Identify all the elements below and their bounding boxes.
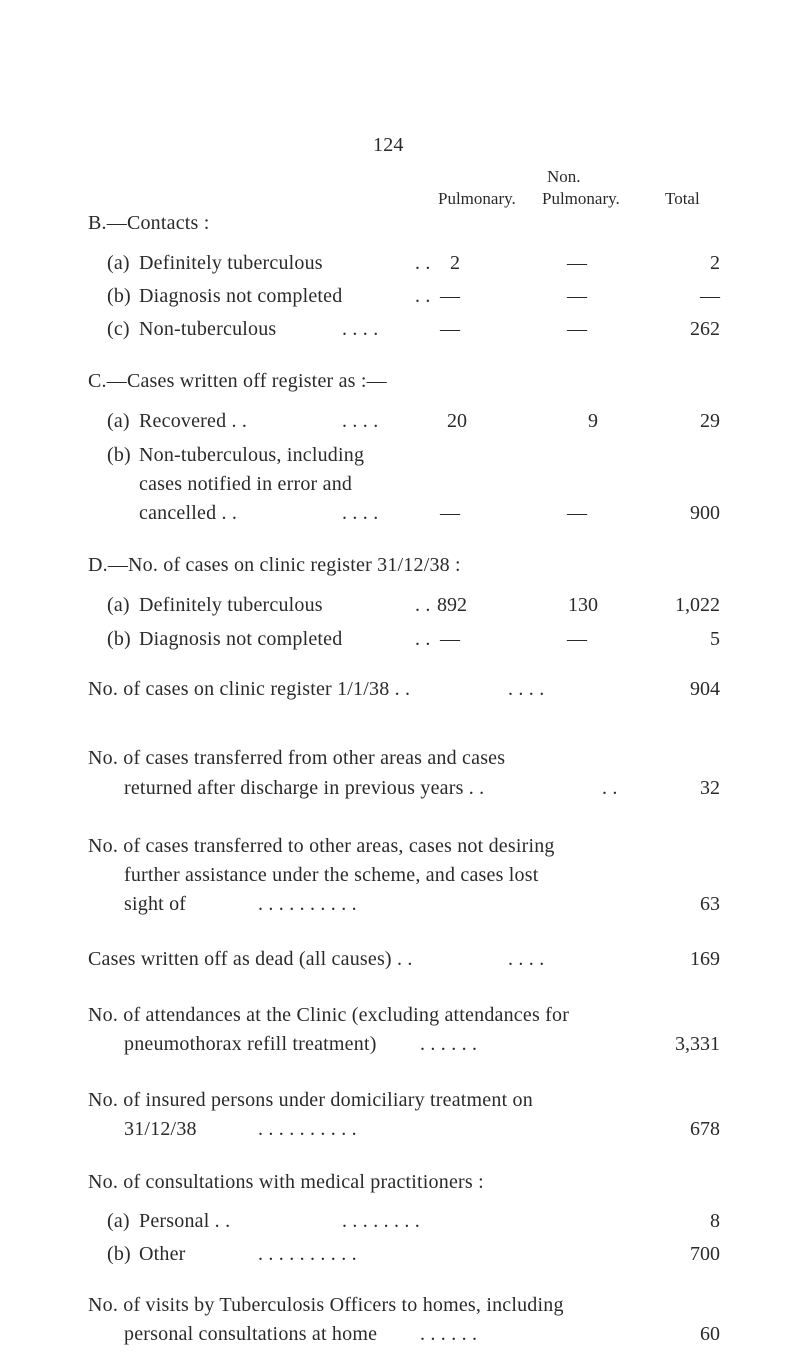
row-key: (b) bbox=[107, 444, 131, 466]
cell-pulmonary: — bbox=[440, 502, 460, 524]
row-label: Definitely tuberculous bbox=[139, 252, 323, 274]
stat-total: 3,331 bbox=[675, 1033, 720, 1055]
stat-leader: . . bbox=[602, 777, 618, 799]
cell-total: 900 bbox=[690, 502, 720, 524]
cell-non-pulmonary: 130 bbox=[568, 594, 598, 616]
row-key: (b) bbox=[107, 628, 131, 650]
stat-label-line: No. of attendances at the Clinic (excluding attendances for bbox=[88, 1004, 570, 1026]
row-label-line: Non-tuberculous, including bbox=[139, 444, 365, 466]
row-leader: . . bbox=[415, 252, 431, 274]
cell-total: 29 bbox=[700, 410, 720, 432]
stat-label-line: sight of bbox=[124, 893, 187, 915]
row-leader: . . . . . . . . . . bbox=[258, 1243, 357, 1265]
stat-leader: . . . . bbox=[508, 678, 545, 700]
row-leader: . . . . bbox=[342, 502, 379, 524]
row-leader: . . . . bbox=[342, 318, 379, 340]
row-key: (b) bbox=[107, 285, 131, 307]
stat-label-line: further assistance under the scheme, and cases lost bbox=[124, 864, 539, 886]
stat-total: 700 bbox=[690, 1243, 720, 1265]
stat-label-line: returned after discharge in previous years . . bbox=[124, 777, 485, 799]
cell-non-pulmonary: — bbox=[567, 502, 587, 524]
stat-total: 678 bbox=[690, 1118, 720, 1140]
section-c-title: C.—Cases written off register as :— bbox=[88, 370, 387, 392]
section-d-title: D.—No. of cases on clinic register 31/12/38 : bbox=[88, 554, 461, 576]
row-label: Other bbox=[139, 1243, 186, 1265]
stat-total: 904 bbox=[690, 678, 720, 700]
stat-label: No. of consultations with medical practitioners : bbox=[88, 1171, 484, 1193]
cell-total: — bbox=[700, 285, 720, 307]
cell-total: 2 bbox=[710, 252, 720, 274]
cell-total: 262 bbox=[690, 318, 720, 340]
cell-non-pulmonary: — bbox=[567, 285, 587, 307]
cell-non-pulmonary: — bbox=[567, 628, 587, 650]
stat-label-line: No. of cases transferred to other areas, cases not desiring bbox=[88, 835, 555, 857]
cell-non-pulmonary: 9 bbox=[588, 410, 598, 432]
row-key: (a) bbox=[107, 410, 130, 432]
row-key: (a) bbox=[107, 252, 130, 274]
row-label: Diagnosis not completed bbox=[139, 628, 343, 650]
stat-label-line: No. of visits by Tuberculosis Officers to homes, including bbox=[88, 1294, 564, 1316]
page-number: 124 bbox=[373, 134, 404, 156]
cell-pulmonary: 20 bbox=[447, 410, 467, 432]
cell-pulmonary: — bbox=[440, 285, 460, 307]
cell-total: 5 bbox=[710, 628, 720, 650]
row-key: (a) bbox=[107, 594, 130, 616]
cell-pulmonary: — bbox=[440, 628, 460, 650]
row-leader: . . bbox=[415, 285, 431, 307]
row-label-line: cases notified in error and bbox=[139, 473, 353, 495]
column-header-pulmonary: Pulmonary. bbox=[438, 189, 516, 208]
stat-total: 60 bbox=[700, 1323, 720, 1345]
stat-leader: . . . . bbox=[508, 948, 545, 970]
stat-total: 32 bbox=[700, 777, 720, 799]
section-b-title: B.—Contacts : bbox=[88, 212, 210, 234]
stat-label-line: 31/12/38 bbox=[124, 1118, 197, 1140]
stat-leader: . . . . . . . . . . bbox=[258, 893, 357, 915]
row-key: (a) bbox=[107, 1210, 130, 1232]
row-label: Personal . . bbox=[139, 1210, 231, 1232]
stat-label-line: No. of insured persons under domiciliary treatment on bbox=[88, 1089, 533, 1111]
column-header-non: Non. bbox=[547, 167, 581, 186]
cell-non-pulmonary: — bbox=[567, 252, 587, 274]
row-leader: . . bbox=[415, 628, 431, 650]
cell-total: 1,022 bbox=[675, 594, 720, 616]
column-header-non-pulmonary: Pulmonary. bbox=[542, 189, 620, 208]
cell-pulmonary: 2 bbox=[450, 252, 460, 274]
row-leader: . . bbox=[415, 594, 431, 616]
cell-pulmonary: — bbox=[440, 318, 460, 340]
stat-leader: . . . . . . bbox=[420, 1033, 478, 1055]
row-label: Non-tuberculous bbox=[139, 318, 277, 340]
stat-label-line: No. of cases transferred from other areas and cases bbox=[88, 747, 506, 769]
stat-total: 63 bbox=[700, 893, 720, 915]
row-key: (c) bbox=[107, 318, 130, 340]
row-key: (b) bbox=[107, 1243, 131, 1265]
stat-label: Cases written off as dead (all causes) . . bbox=[88, 948, 413, 970]
column-header-total: Total bbox=[665, 189, 700, 208]
row-label: Recovered . . bbox=[139, 410, 248, 432]
row-label-line: cancelled . . bbox=[139, 502, 238, 524]
stat-label: No. of cases on clinic register 1/1/38 . . bbox=[88, 678, 411, 700]
stat-total: 169 bbox=[690, 948, 720, 970]
row-label: Definitely tuberculous bbox=[139, 594, 323, 616]
cell-non-pulmonary: — bbox=[567, 318, 587, 340]
stat-leader: . . . . . . . . . . bbox=[258, 1118, 357, 1140]
row-leader: . . . . . . . . bbox=[342, 1210, 420, 1232]
row-label: Diagnosis not completed bbox=[139, 285, 343, 307]
stat-label-line: pneumothorax refill treatment) bbox=[124, 1033, 377, 1055]
cell-pulmonary: 892 bbox=[437, 594, 467, 616]
stat-leader: . . . . . . bbox=[420, 1323, 478, 1345]
row-leader: . . . . bbox=[342, 410, 379, 432]
stat-total: 8 bbox=[710, 1210, 720, 1232]
stat-label-line: personal consultations at home bbox=[124, 1323, 378, 1345]
